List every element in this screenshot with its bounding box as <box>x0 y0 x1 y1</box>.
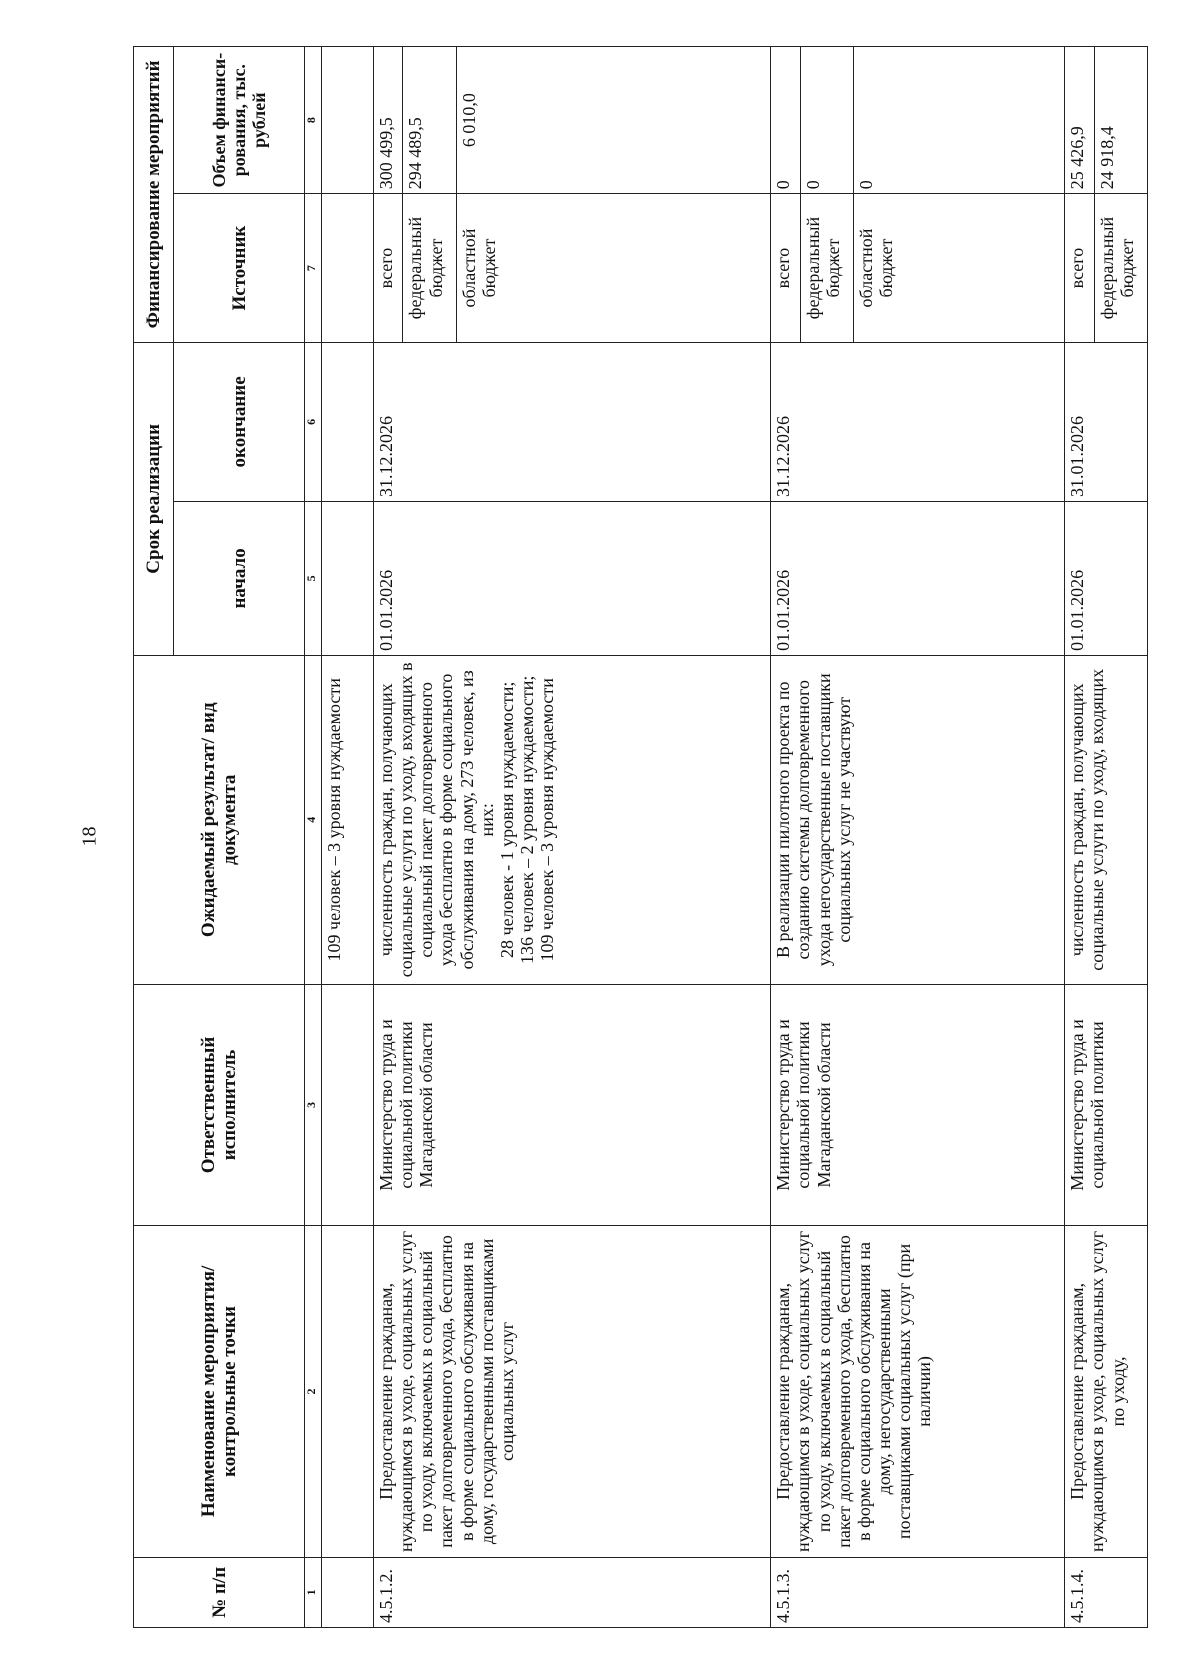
table-cell <box>322 194 374 343</box>
header-start: начало <box>173 501 304 655</box>
source-cell: федеральный бюджет <box>403 194 456 343</box>
result-main: численность граждан, получающих социальные услуги по уходу, входящих в социальный пакет долговременного ухода бесплатно в форме социального обслуживания на дому, 273 человек, из них: <box>375 662 497 978</box>
header-executor: Ответственный исполнитель <box>134 984 305 1225</box>
table-cell <box>322 501 374 655</box>
carry-over-result: 109 человек – 3 уровня нуждаемости <box>322 655 374 984</box>
header-name: Наименование мероприятия/ контрольные точки <box>134 1226 305 1558</box>
table-cell <box>322 1557 374 1627</box>
result-level: 136 человек – 2 уровня нуждаемости; <box>517 675 538 964</box>
amount-cell: 300 499,5 <box>373 47 403 194</box>
result-main: В реализации пилотного проекта по созданию системы долговременного ухода негосударственные поставщики социальных услуг не участвуют <box>773 673 854 967</box>
row-start-date: 01.01.2026 <box>771 501 1065 655</box>
row-executor: Министерство труда и социальной политики Магаданской области <box>771 984 1065 1225</box>
amount-cell: 6 010,0 <box>456 47 771 194</box>
row-end-date: 31.12.2026 <box>373 342 770 501</box>
table-cell <box>322 984 374 1225</box>
amount-cell: 24 918,4 <box>1094 47 1147 194</box>
amount-cell: 294 489,5 <box>403 47 456 194</box>
col-number: 3 <box>305 984 322 1225</box>
row-start-date: 01.01.2026 <box>373 501 770 655</box>
row-number: 4.5.1.3. <box>771 1557 1065 1627</box>
result-level: 109 человек – 3 уровня нуждаемости <box>537 678 558 962</box>
header-end: окончание <box>173 342 304 501</box>
header-result: Ожидаемый результат/ вид документа <box>134 655 305 984</box>
header-period: Срок реализации <box>134 342 174 655</box>
row-name: Предоставление гражданам, нуждающимся в уходе, социальных услуг по уходу, включаемых в социальный пакет долговременного ухода, бесплатно в форме социального обслуживания на дому, негосударственными поставщиками социальных услуг (при наличии) <box>771 1226 1065 1558</box>
row-name: Предоставление гражданам, нуждающимся в уходе, социальных услуг по уходу, <box>1065 1226 1148 1558</box>
col-number: 8 <box>305 47 322 194</box>
row-executor: Министерство труда и социальной политики <box>1065 984 1148 1225</box>
source-cell: областной бюджет <box>456 194 771 343</box>
table-cell <box>322 342 374 501</box>
row-end-date: 31.01.2026 <box>1065 342 1148 501</box>
result-level: 28 человек - 1 уровня нуждаемости; <box>496 681 517 958</box>
row-number: 4.5.1.2. <box>373 1557 770 1627</box>
header-volume: Объем финанси-рования, тыс. рублей <box>173 47 304 194</box>
result-main: численность граждан, получающих социальные услуги по уходу, входящих <box>1067 668 1108 971</box>
header-num: № п/п <box>134 1557 305 1627</box>
source-cell: всего <box>771 194 801 343</box>
row-result <box>373 655 770 984</box>
row-end-date: 31.12.2026 <box>771 342 1065 501</box>
col-number: 6 <box>305 342 322 501</box>
amount-cell: 0 <box>771 47 801 194</box>
source-cell: всего <box>1065 194 1095 343</box>
table-cell <box>322 47 374 194</box>
table-cell <box>322 1226 374 1558</box>
rotated-table-wrapper <box>133 46 1148 1628</box>
header-financing: Финансирование мероприятий <box>134 47 174 343</box>
row-result <box>1065 655 1148 984</box>
row-name: Предоставление гражданам, нуждающимся в уходе, социальных услуг по уходу, включаемых в социальный пакет долговременного ухода, бесплатно в форме социального обслуживания на дому, государственными поставщиками социальных услуг <box>373 1226 770 1558</box>
source-cell: всего <box>373 194 403 343</box>
header-source: Источник <box>173 194 304 343</box>
amount-cell: 25 426,9 <box>1065 47 1095 194</box>
col-number: 1 <box>305 1557 322 1627</box>
source-cell: федеральный бюджет <box>800 194 853 343</box>
row-number: 4.5.1.4. <box>1065 1557 1148 1627</box>
row-executor: Министерство труда и социальной политики Магаданской области <box>373 984 770 1225</box>
col-number: 5 <box>305 501 322 655</box>
row-result <box>771 655 1065 984</box>
plan-table <box>133 46 1148 1628</box>
col-number: 4 <box>305 655 322 984</box>
col-number: 2 <box>305 1226 322 1558</box>
col-number: 7 <box>305 194 322 343</box>
source-cell: федеральный бюджет <box>1094 194 1147 343</box>
page-number: 18 <box>78 826 101 847</box>
amount-cell: 0 <box>853 47 1064 194</box>
source-cell: областной бюджет <box>853 194 1064 343</box>
row-start-date: 01.01.2026 <box>1065 501 1148 655</box>
amount-cell: 0 <box>800 47 853 194</box>
